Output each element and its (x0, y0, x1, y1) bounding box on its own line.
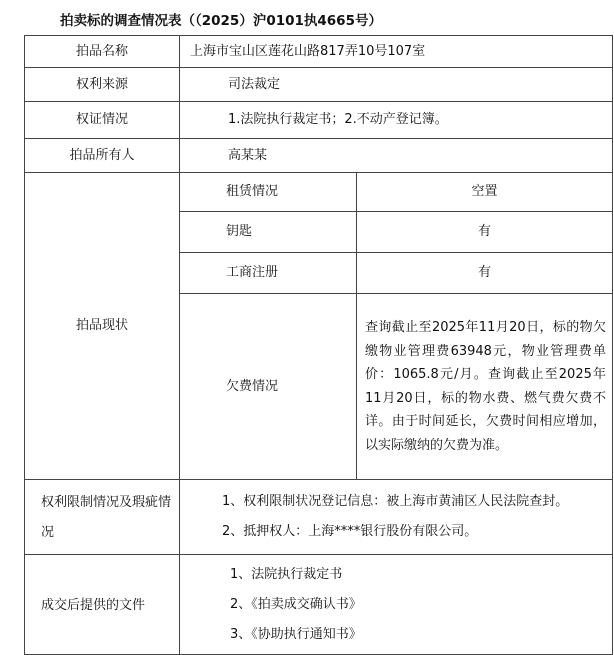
value-lease: 空置 (357, 173, 613, 212)
investigation-table (24, 35, 613, 655)
document-item: 2、《拍卖成交确认书》 (230, 596, 362, 612)
table-row-name (25, 36, 613, 68)
value-arrears: 查询截止至2025年11月20日，标的物欠缴物业管理费63948元，物业管理费单价：1065.8元/月。查询截止至2025年11月20日，标的物水费、燃气费欠费不详。由于时间延长，欠费时间相应增加，以实际缴纳的欠费为准。 (357, 294, 613, 480)
table-row-lease (25, 173, 613, 212)
label-status: 拍品现状 (25, 173, 180, 480)
table-row-source (25, 68, 613, 102)
value-name: 上海市宝山区莲花山路817弄10号107室 (180, 36, 613, 68)
value-source: 司法裁定 (180, 68, 613, 102)
document-item: 1、法院执行裁定书 (230, 566, 343, 582)
value-owner: 高某某 (180, 139, 613, 173)
label-keys: 钥匙 (180, 212, 357, 253)
label-owner: 拍品所有人 (25, 139, 180, 173)
value-registration: 有 (357, 253, 613, 294)
table-row-certificate (25, 102, 613, 139)
table-row-documents (25, 555, 613, 655)
value-documents (180, 555, 613, 655)
label-certificate: 权证情况 (25, 102, 180, 139)
label-arrears: 欠费情况 (180, 294, 357, 480)
document-title: 拍卖标的调查情况表（（2025）沪0101执4665号） (60, 13, 382, 29)
table-row-restrictions (25, 480, 613, 555)
label-source: 权利来源 (25, 68, 180, 102)
restriction-item: 1、权利限制状况登记信息：被上海市黄浦区人民法院查封。 (222, 494, 569, 509)
table-row-owner (25, 139, 613, 173)
value-keys: 有 (357, 212, 613, 253)
restriction-item: 2、抵押权人：上海****银行股份有限公司。 (222, 524, 478, 539)
value-certificate: 1.法院执行裁定书；2.不动产登记簿。 (180, 102, 613, 139)
document-item: 3、《协助执行通知书》 (230, 626, 362, 642)
label-documents: 成交后提供的文件 (25, 555, 180, 655)
label-name: 拍品名称 (25, 36, 180, 68)
label-restrictions: 权利限制情况及瑕疵情况 (25, 480, 180, 555)
value-restrictions (180, 480, 613, 555)
label-registration: 工商注册 (180, 253, 357, 294)
label-lease: 租赁情况 (180, 173, 357, 212)
